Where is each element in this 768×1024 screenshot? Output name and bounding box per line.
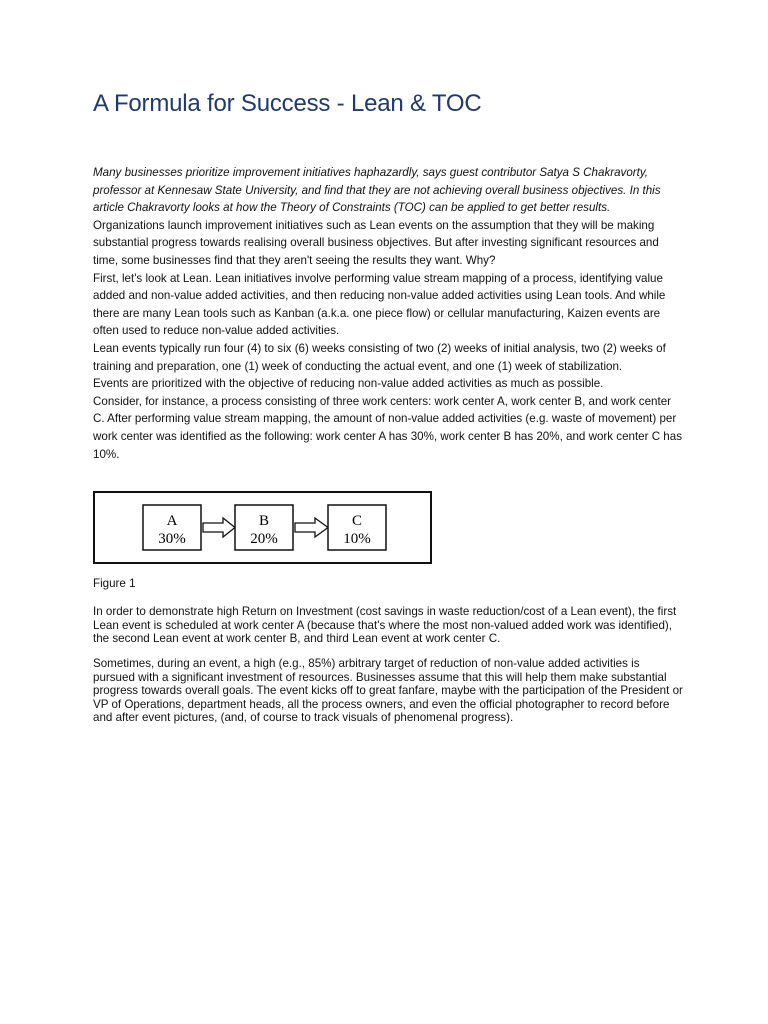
paragraph: Consider, for instance, a process consisting of three work centers: work center A, work center B, and work center C. After performing value stream mapping, the amount of non-value added activities (e.g. waste of movement) per work center was identified as the following: work center A has 30%, work center B has 20%, and work center C has 10%.	[93, 394, 682, 461]
work-center-label-b: B	[258, 513, 270, 529]
page-title: A Formula for Success - Lean & TOC	[93, 90, 482, 117]
figure-1-diagram	[93, 491, 432, 564]
work-center-label-c: C	[351, 513, 363, 529]
work-center-value-a: 30%	[158, 531, 186, 547]
paragraph: Events are prioritized with the objective of reducing non-value added activities as much as possible.	[93, 377, 604, 391]
target-paragraph	[93, 657, 683, 725]
paragraph: First, let's look at Lean. Lean initiatives involve performing value stream mapping of a process, identifying value added and non-value added activities, and then reducing non-value added activities using Lean tools. And while there are many Lean tools such as Kanban (a.k.a. one piece flow) or cellular manufacturing, Kaizen events are often used to reduce non-value added activities.	[93, 271, 666, 338]
paragraph: Lean events typically run four (4) to six (6) weeks consisting of two (2) weeks of initial analysis, two (2) weeks of training and preparation, one (1) week of conducting the actual event, and one (1) week of stabilization.	[93, 341, 666, 373]
figure-caption: Figure 1	[93, 577, 136, 590]
work-center-value-c: 10%	[343, 531, 371, 547]
roi-paragraph	[93, 605, 683, 646]
work-center-label-a: A	[166, 513, 178, 529]
work-center-flow-diagram	[95, 493, 430, 562]
flow-arrow-icon	[295, 518, 328, 537]
paragraph: Sometimes, during an event, a high (e.g., 85%) arbitrary target of reduction of non-value added activities is pursued with a significant investment of resources. Businesses assume that this will help them make substantial progress towards overall goals. The event kicks off to great fanfare, maybe with the participation of the President or VP of Operations, department heads, all the process owners, and even the official photographer to record before and after event pictures, (and, of course to track visuals of phenomenal progress).	[93, 657, 683, 725]
paragraph: In order to demonstrate high Return on Investment (cost savings in waste reduction/cost of a Lean event), the first Lean event is scheduled at work center A (because that's where the most non-valued added work was identified), the second Lean event at work center B, and third Lean event at work center C.	[93, 605, 677, 646]
intro-paragraph: Many businesses prioritize improvement initiatives haphazardly, says guest contributor Satya S Chakravorty, professor at Kennesaw State University, and find that they are not achieving overall business objectives. In this article Chakravorty looks at how the Theory of Constraints (TOC) can be applied to get better results.	[93, 166, 661, 215]
flow-arrow-icon	[203, 518, 235, 537]
article-body	[93, 164, 683, 463]
paragraph: Organizations launch improvement initiatives such as Lean events on the assumption that they will be making substantial progress towards realising overall business objectives. But after investing significant resources and time, some businesses find that they aren't seeing the results they want. Why?	[93, 218, 659, 267]
work-center-value-b: 20%	[250, 531, 278, 547]
